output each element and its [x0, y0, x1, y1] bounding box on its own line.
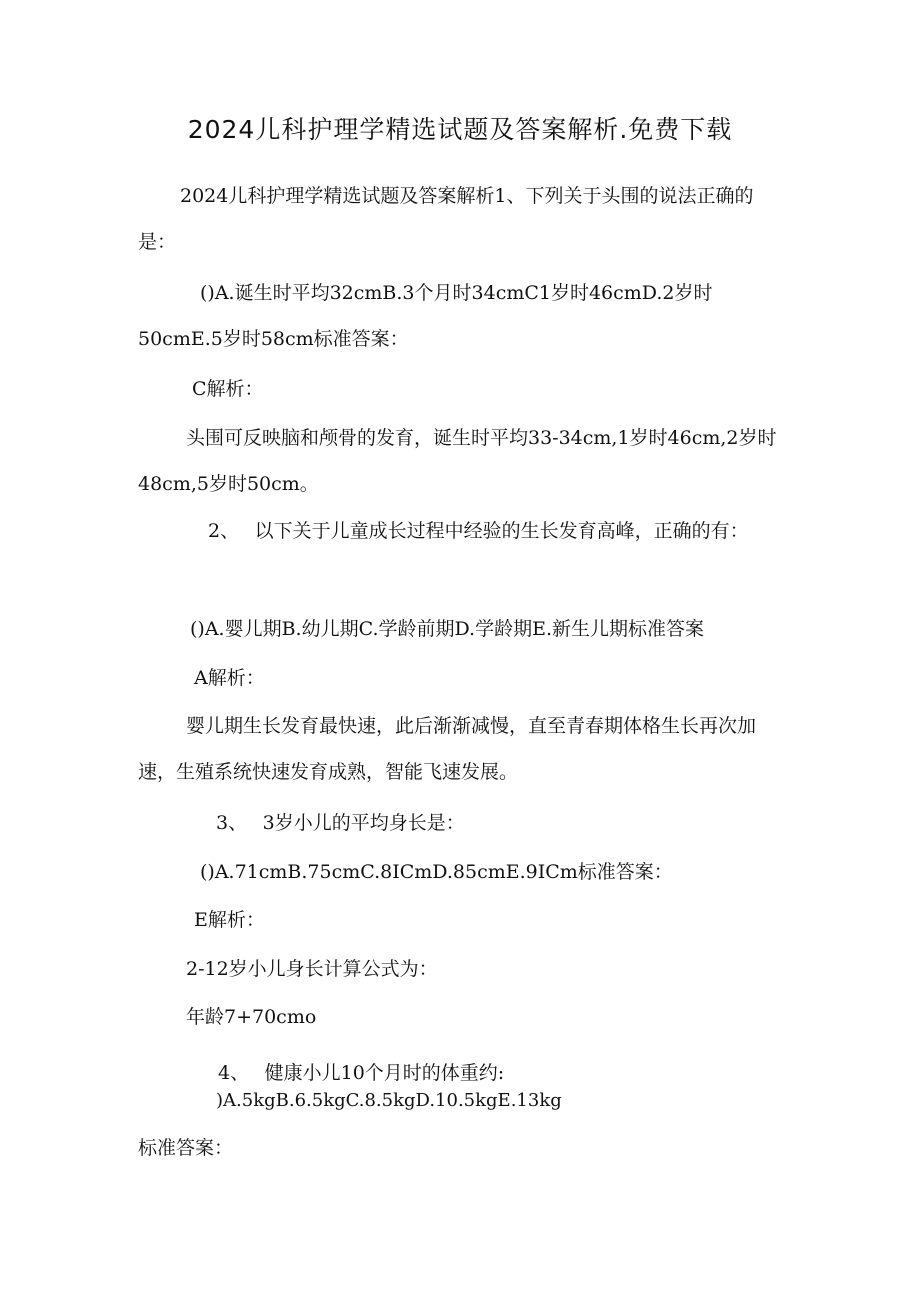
question-2-stem: 2、 以下关于儿童成长过程中经验的生长发育高峰，正确的有： — [208, 520, 749, 542]
question-3-stem: 3、 3岁小儿的平均身长是： — [216, 812, 465, 834]
question-2-options: ()A.婴儿期B.幼儿期C.学龄前期D.学龄期E.新生儿期标准答案 — [190, 618, 704, 640]
question-1-options: ()A.诞生时平均32cmB.3个月时34cmC1岁时46cmD.2岁时50cmE.5岁时58cm标准答案： — [138, 282, 713, 350]
question-4-options: )A.5kgB.6.5kgC.8.5kgD.10.5kgE.13kg — [216, 1090, 562, 1111]
question-1-stem: 2024儿科护理学精选试题及答案解析1、下列关于头围的说法正确的是： — [138, 185, 754, 253]
question-3-answer: E解析： — [194, 909, 265, 931]
question-1-answer: C解析： — [192, 378, 264, 400]
question-3-explanation-formula: 年龄7+70cmo — [186, 1006, 317, 1028]
question-2-answer: A解析： — [194, 667, 265, 689]
page-title: 2024儿科护理学精选试题及答案解析.免费下载 — [187, 115, 733, 144]
question-4-answer-label: 标准答案： — [138, 1137, 234, 1159]
question-3-options: ()A.71cmB.75cmC.8ICmD.85cmE.9ICm标准答案： — [200, 861, 673, 883]
question-1-explanation: 头围可反映脑和颅骨的发育，诞生时平均33-34cm,1岁时46cm,2岁时48cm,5岁时50cm。 — [138, 427, 777, 495]
question-3-explanation-formula-label: 2-12岁小儿身长计算公式为： — [186, 958, 438, 980]
question-2-explanation: 婴儿期生长发育最快速，此后渐渐减慢，直至青春期体格生长再次加速，生殖系统快速发育成熟，智能飞速发展。 — [138, 715, 757, 783]
question-4-stem: 4、 健康小儿10个月时的体重约: — [218, 1062, 505, 1084]
